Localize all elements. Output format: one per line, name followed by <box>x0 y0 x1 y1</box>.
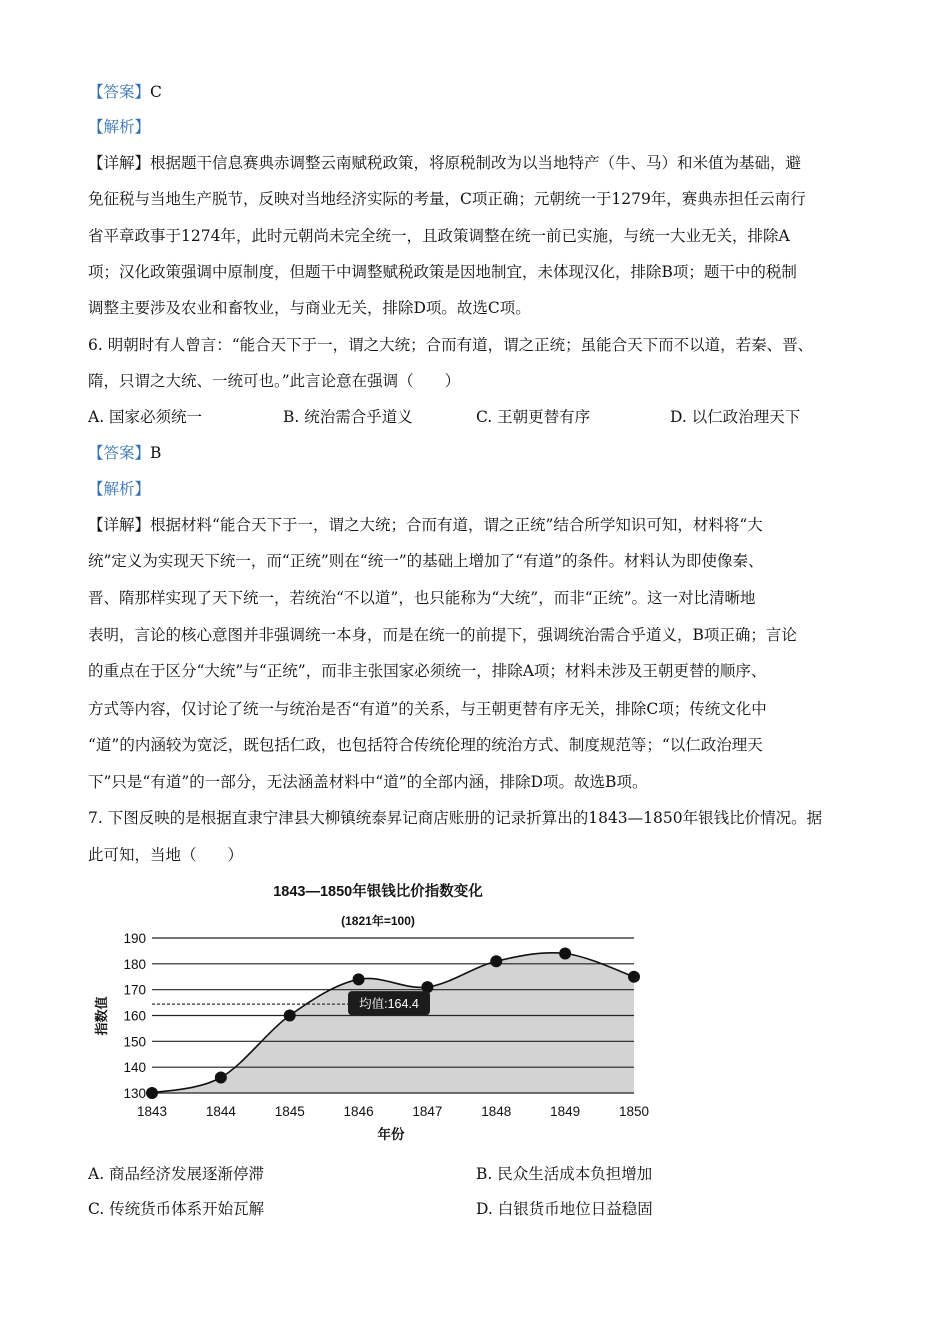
q6-option-a: A. 国家必须统一 <box>88 408 203 426</box>
answer-tag: 【答案】 <box>88 444 151 462</box>
q5-detail-line-3: 省平章政事于1274年，此时元朝尚未完全统一，且政策调整在统一前已实施，与统一大业无关，排除A <box>88 227 790 245</box>
q7-stem-line-2: 此可知，当地（ ） <box>88 846 244 864</box>
y-axis-label: 指数值 <box>94 996 109 1036</box>
q7-option-c: C. 传统货币体系开始瓦解 <box>88 1200 265 1218</box>
answer-value: C <box>150 83 162 101</box>
data-point <box>628 971 640 983</box>
q6-option-b: B. 统治需合乎道义 <box>283 408 413 426</box>
area-fill <box>152 953 634 1093</box>
x-tick-label: 1848 <box>481 1104 512 1119</box>
mean-label: 均值:164.4 <box>359 997 419 1012</box>
q7-option-d: D. 白银货币地位日益稳固 <box>476 1200 653 1218</box>
data-point <box>559 948 571 960</box>
q7-option-a: A. 商品经济发展逐渐停滞 <box>88 1165 265 1183</box>
x-tick-label: 1849 <box>550 1104 581 1119</box>
q5-answer-line <box>88 82 868 102</box>
q7-option-b: B. 民众生活成本负担增加 <box>476 1165 653 1183</box>
silver-copper-index-chart <box>86 876 666 1148</box>
y-tick-label: 180 <box>123 956 146 972</box>
q6-option-c: C. 王朝更替有序 <box>476 408 591 426</box>
detail-text: 根据题干信息赛典赤调整云南赋税政策，将原税制改为以当地特产（牛、马）和米值为基础，避 <box>150 154 802 172</box>
q6-analysis-tag: 【解析】 <box>88 480 151 498</box>
y-tick-label: 130 <box>123 1086 146 1101</box>
q6-detail-line-4: 表明，言论的核心意图并非强调统一本身，而是在统一的前提下，强调统治需合乎道义，B项正确；言论 <box>88 626 797 644</box>
x-tick-label: 1844 <box>205 1104 236 1119</box>
data-point <box>215 1072 227 1084</box>
q7-stem-line-1: 7. 下图反映的是根据直隶宁津县大柳镇统泰昇记商店账册的记录折算出的1843—1850年银钱比价情况。据 <box>88 809 823 827</box>
x-tick-label: 1846 <box>343 1104 374 1119</box>
q6-detail-line-3: 晋、隋那样实现了天下统一，若统治“不以道”，也只能称为“大统”，而非“正统”。这一对比清晰地 <box>88 589 756 607</box>
detail-tag: 【详解】 <box>88 516 151 534</box>
q6-detail-line-1 <box>88 515 868 535</box>
q5-analysis-tag: 【解析】 <box>88 118 151 136</box>
y-tick-label: 150 <box>123 1034 146 1050</box>
q5-detail-line-1 <box>88 153 868 173</box>
q6-option-d: D. 以仁政治理天下 <box>670 408 801 426</box>
q5-detail-line-2: 免征税与当地生产脱节，反映对当地经济实际的考量，C项正确；元朝统一于1279年，赛典赤担任云南行 <box>88 190 806 208</box>
y-tick-label: 170 <box>123 982 146 998</box>
q6-detail-line-7: “道”的内涵较为宽泛，既包括仁政，也包括符合传统伦理的统治方式、制度规范等；“以仁政治理天 <box>88 736 763 754</box>
chart-subtitle: (1821年=100) <box>341 914 415 928</box>
q6-detail-line-2: 统”定义为实现天下统一，而“正统”则在“统一”的基础上增加了“有道”的条件。材料认为即使像秦、 <box>88 552 764 570</box>
x-axis-label: 年份 <box>377 1127 405 1142</box>
data-point <box>353 973 365 985</box>
q6-detail-line-8: 下”只是“有道”的一部分，无法涵盖材料中“道”的全部内涵，排除D项。故选B项。 <box>88 773 648 791</box>
y-tick-label: 190 <box>123 931 146 946</box>
detail-text: 根据材料“能合天下于一，谓之大统；合而有道，谓之正统”结合所学知识可知，材料将“大 <box>150 516 763 534</box>
x-tick-label: 1847 <box>412 1104 443 1119</box>
q5-detail-line-4: 项；汉化政策强调中原制度，但题干中调整赋税政策是因地制宜，未体现汉化，排除B项；题干中的税制 <box>88 263 797 281</box>
data-point <box>284 1010 296 1022</box>
data-point <box>146 1087 158 1099</box>
chart-title: 1843—1850年银钱比价指数变化 <box>273 884 483 900</box>
x-tick-label: 1843 <box>136 1104 168 1119</box>
q6-stem-line-1: 6. 明朝时有人曾言：“能合天下于一，谓之大统；合而有道，谓之正统；虽能合天下而不以道，若秦、晋、 <box>88 336 814 354</box>
answer-value: B <box>150 444 162 462</box>
q5-detail-line-5: 调整主要涉及农业和畜牧业，与商业无关，排除D项。故选C项。 <box>88 299 531 317</box>
data-point <box>490 955 502 967</box>
q6-detail-line-5: 的重点在于区分“大统”与“正统”，而非主张国家必须统一，排除A项；材料未涉及王朝更替的顺序、 <box>88 662 767 680</box>
answer-tag: 【答案】 <box>88 83 151 101</box>
detail-tag: 【详解】 <box>88 154 151 172</box>
q6-stem-line-2: 隋，只谓之大统、一统可也。”此言论意在强调（ ） <box>88 372 461 390</box>
x-tick-label: 1850 <box>618 1104 650 1119</box>
q6-detail-line-6: 方式等内容，仅讨论了统一与统治是否“有道”的关系，与王朝更替有序无关，排除C项；传统文化中 <box>88 700 767 718</box>
y-tick-label: 140 <box>123 1060 146 1076</box>
y-tick-label: 160 <box>123 1008 146 1024</box>
x-tick-label: 1845 <box>274 1104 305 1119</box>
plot-area <box>123 931 649 1119</box>
q6-answer-line <box>88 443 868 463</box>
